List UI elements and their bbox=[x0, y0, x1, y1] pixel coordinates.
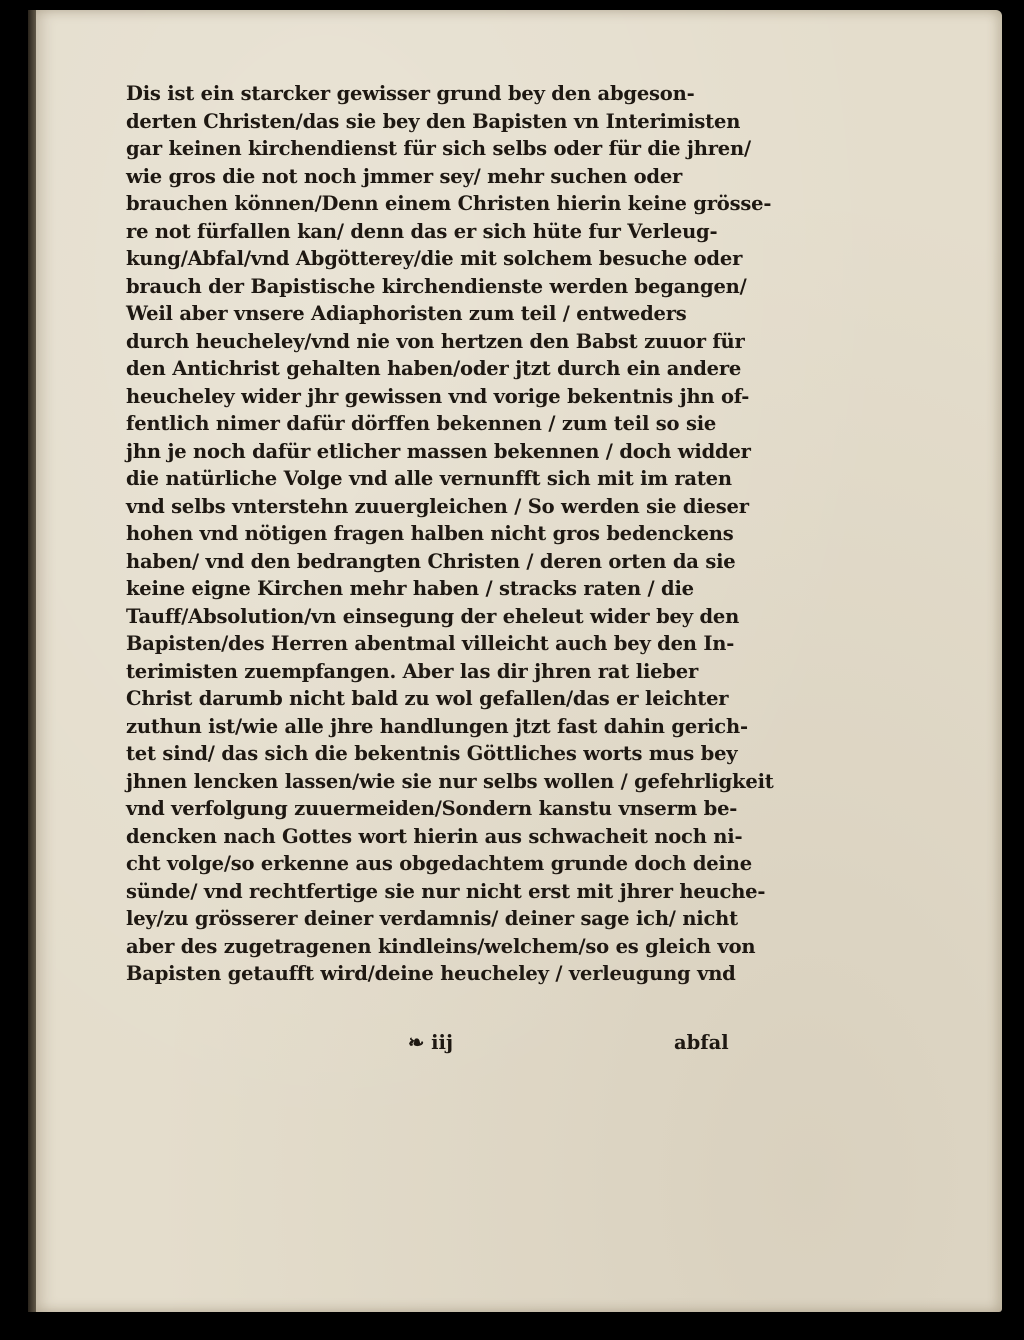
text-line: cht volge/so erkenne aus obgedachtem grunde doch deine bbox=[126, 852, 752, 875]
text-line: vnd verfolgung zuuermeiden/Sondern kanstu vnserm be- bbox=[126, 797, 738, 820]
text-line: aber des zugetragenen kindleins/welchem/so es gleich von bbox=[126, 934, 756, 958]
text-line: fentlich nimer dafür dörffen bekennen / zum teil so sie bbox=[126, 412, 717, 435]
text-line: tet sind/ das sich die bekentnis Göttliches worts mus bey bbox=[126, 742, 738, 765]
text-line: brauchen können/Denn einem Christen hierin keine grösse- bbox=[126, 192, 772, 215]
text-line: jhn je noch dafür etlicher massen bekennen / doch widder bbox=[126, 439, 751, 463]
text-line: jhnen lencken lassen/wie sie nur selbs wollen / gefehrligkeit bbox=[126, 769, 774, 793]
text-line: wie gros die not noch jmmer sey/ mehr suchen oder bbox=[126, 164, 683, 188]
signature-mark: ❧ iij bbox=[408, 1031, 453, 1054]
text-line: den Antichrist gehalten haben/oder jtzt durch ein andere bbox=[126, 357, 742, 380]
text-line: Tauff/Absolution/vn einsegung der eheleut wider bey den bbox=[126, 604, 740, 628]
text-line: Bapisten getaufft wird/deine heucheley / verleugung vnd bbox=[126, 962, 736, 985]
text-line: brauch der Bapistische kirchendienste werden begangen/ bbox=[126, 274, 747, 298]
text-line: Weil aber vnsere Adiaphoristen zum teil / entweders bbox=[126, 302, 687, 325]
catchword: abfal bbox=[674, 1031, 729, 1054]
text-line: keine eigne Kirchen mehr haben / stracks raten / die bbox=[126, 577, 694, 600]
text-line: derten Christen/das sie bey den Bapisten vn Interimisten bbox=[126, 109, 741, 133]
text-line: ley/zu grösserer deiner verdamnis/ deiner sage ich/ nicht bbox=[126, 907, 738, 930]
text-line: haben/ vnd den bedrangten Christen / deren orten da sie bbox=[126, 549, 736, 573]
text-line: sünde/ vnd rechtfertige sie nur nicht erst mit jhrer heuche- bbox=[126, 879, 766, 903]
text-line: dencken nach Gottes wort hierin aus schwacheit noch ni- bbox=[126, 824, 743, 848]
text-line: hohen vnd nötigen fragen halben nicht gros bedenckens bbox=[126, 522, 734, 545]
text-line: Christ darumb nicht bald zu wol gefallen/das er leichter bbox=[126, 687, 729, 710]
text-line: die natürliche Volge vnd alle vernunfft sich mit im raten bbox=[126, 467, 732, 490]
text-line: durch heucheley/vnd nie von hertzen den Babst zuuor für bbox=[126, 329, 745, 353]
text-line: kung/Abfal/vnd Abgötterey/die mit solchem besuche oder bbox=[126, 247, 743, 270]
text-line: vnd selbs vnterstehn zuuergleichen / So werden sie dieser bbox=[126, 494, 749, 518]
text-line: heucheley wider jhr gewissen vnd vorige bekentnis jhn of- bbox=[126, 384, 750, 408]
text-line: Bapisten/des Herren abentmal villeicht auch bey den In- bbox=[126, 632, 735, 655]
text-line: zuthun ist/wie alle jhre handlungen jtzt fast dahin gerich- bbox=[126, 714, 748, 738]
text-line: terimisten zuempfangen. Aber las dir jhren rat lieber bbox=[126, 659, 699, 683]
page-footer bbox=[126, 1028, 806, 1058]
text-line: gar keinen kirchendienst für sich selbs oder für die jhren/ bbox=[126, 137, 751, 160]
paper-page bbox=[36, 10, 1002, 1312]
text-line: Dis ist ein starcker gewisser grund bey den abgeson- bbox=[126, 82, 695, 105]
text-line: re not fürfallen kan/ denn das er sich hüte fur Verleug- bbox=[126, 219, 718, 243]
